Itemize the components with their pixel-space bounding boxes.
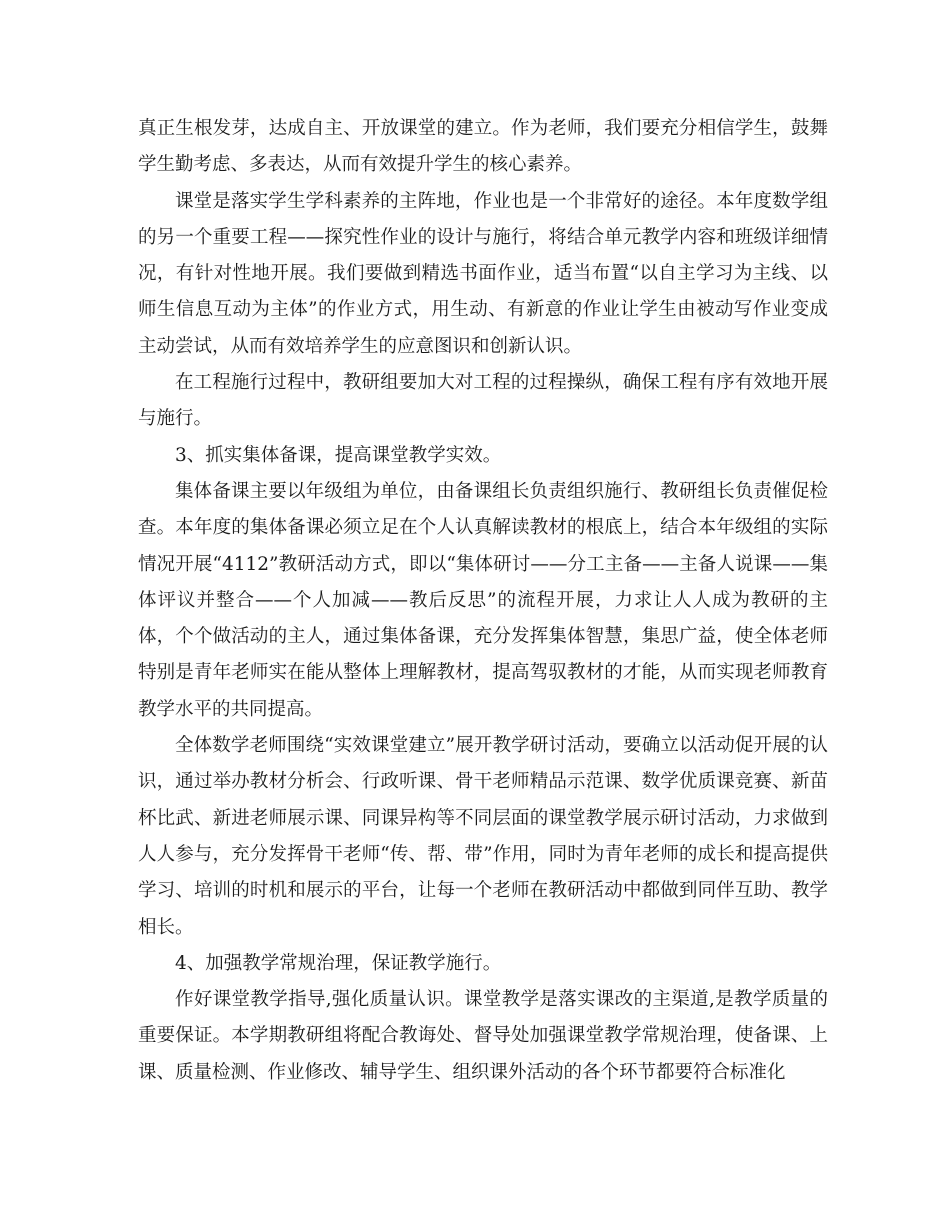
section-heading-4: 4、加强教学常规治理，保证教学施行。 bbox=[175, 952, 502, 974]
paragraph-2: 课堂是落实学生学科素养的主阵地，作业也是一个非常好的途径。本年度数学组的另一个重要工程——探究性作业的设计与施行，将结合单元教学内容和班级详细情况，有针对性地开展。我们要做到精选书面作业，适当布置“以自主学习为主线、以师生信息互动为主体”的作业方式，用生动、有新意的作业让学生由被动写作业变成主动尝试，从而有效培养学生的应意图识和创新认识。 bbox=[138, 190, 828, 357]
paragraph-5: 全体数学老师围绕“实效课堂建立”展开教学研讨活动，要确立以活动促开展的认识，通过举办教材分析会、行政听课、骨干老师精品示范课、数学优质课竞赛、新苗杯比武、新进老师展示课、同课异构等不同层面的课堂教学展示研讨活动，力求做到人人参与，充分发挥骨干老师“传、帮、带”作用，同时为青年老师的成长和提高提供学习、培训的时机和展示的平台，让每一个老师在教研活动中都做到同伴互助、教学相长。 bbox=[138, 735, 828, 938]
paragraph-3: 在工程施行过程中，教研组要加大对工程的过程操纵，确保工程有序有效地开展与施行。 bbox=[138, 372, 828, 430]
paragraph-1: 真正生根发芽，达成自主、开放课堂的建立。作为老师，我们要充分相信学生，鼓舞学生勤考虑、多表达，从而有效提升学生的核心素养。 bbox=[138, 118, 828, 176]
section-heading-3: 3、抓实集体备课，提高课堂教学实效。 bbox=[175, 444, 502, 466]
paragraph-4: 集体备课主要以年级组为单位，由备课组长负责组织施行、教研组长负责催促检查。本年度的集体备课必须立足在个人认真解读教材的根底上，结合本年级组的实际情况开展“4112”教研活动方式，即以“集体研讨——分工主备——主备人说课——集体评议并整合——个人加减——教后反思”的流程开展，力求让人人成为教研的主体，个个做活动的主人，通过集体备课，充分发挥集体智慧，集思广益，使全体老师特别是青年老师实在能从整体上理解教材，提高驾驭教材的才能，从而实现老师教育教学水平的共同提高。 bbox=[138, 480, 828, 720]
document-body bbox=[138, 111, 828, 1091]
paragraph-6: 作好课堂教学指导,强化质量认识。课堂教学是落实课改的主渠道,是教学质量的重要保证。本学期教研组将配合教诲处、督导处加强课堂教学常规治理，使备课、上课、质量检测、作业修改、辅导学生、组织课外活动的各个环节都要符合标准化 bbox=[138, 989, 828, 1083]
